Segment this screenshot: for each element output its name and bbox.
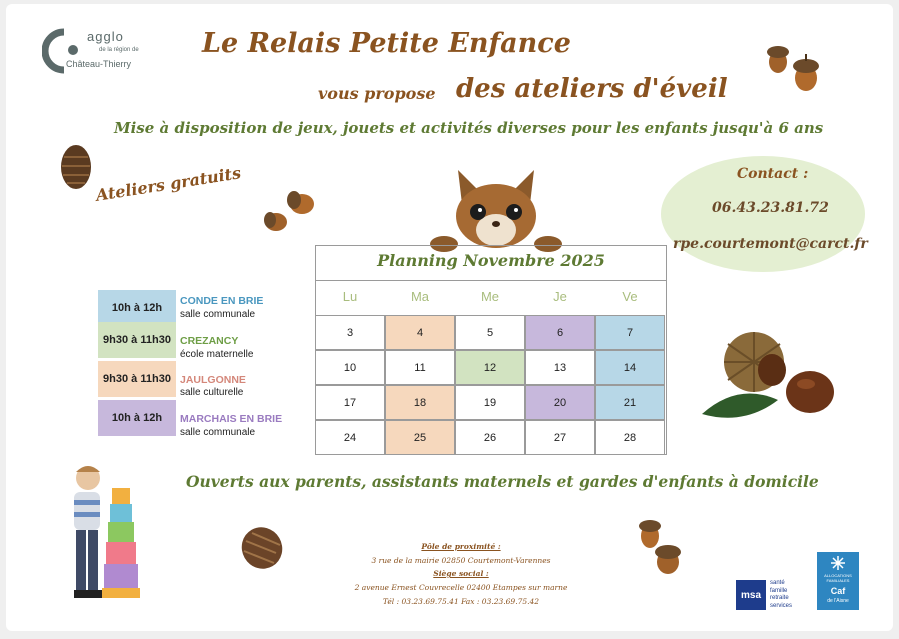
main-title: Le Relais Petite Enfance [202, 28, 571, 59]
calendar-day: 18 [385, 385, 455, 420]
session-place: salle culturelle [180, 387, 244, 398]
session-time: 9h30 à 11h30 [98, 361, 176, 397]
child-stacking-blocks-icon [68, 464, 148, 610]
open-to-text: Ouverts aux parents, assistants maternels et gardes d'enfants à domicile [186, 472, 819, 491]
caf-line2: FAMILIALES [826, 578, 850, 583]
description: Mise à disposition de jeux, jouets et activités diverses pour les enfants jusqu'à 6 ans [114, 119, 824, 137]
subtitle-small: vous propose [318, 84, 436, 103]
calendar-title: Planning Novembre 2025 [377, 251, 605, 270]
siege-label: Siège social : [433, 569, 489, 578]
calendar-day: 21 [595, 385, 665, 420]
pole-address: 3 rue de la mairie 02850 Courtemont-Varennes [371, 556, 551, 565]
session-time: 10h à 12h [98, 290, 176, 326]
msa-mark: msa [736, 580, 766, 610]
session-time: 9h30 à 11h30 [98, 322, 176, 358]
calendar-day: 13 [525, 350, 595, 385]
tel-fax: Tél : 03.23.69.75.41 Fax : 03.23.69.75.42 [382, 597, 540, 606]
pinecone-icon [240, 525, 284, 571]
session-town: CREZANCY [180, 335, 239, 347]
weekday-label: Lu [342, 289, 358, 304]
session-town: MARCHAIS EN BRIE [180, 413, 283, 425]
msa-line: famille [770, 587, 788, 594]
weekday-label: Ve [622, 289, 638, 304]
poster [6, 4, 893, 631]
subtitle-big: des ateliers d'éveil [456, 74, 728, 104]
msa-line: santé [770, 580, 785, 586]
calendar-divider [315, 280, 667, 281]
session-time: 10h à 12h [98, 400, 176, 436]
calendar-day: 27 [525, 420, 595, 455]
calendar-day: 4 [385, 315, 455, 350]
calendar-day: 24 [315, 420, 385, 455]
calendar-day: 12 [455, 350, 525, 385]
calendar-day: 19 [455, 385, 525, 420]
pole-label: Pôle de proximité : [421, 542, 501, 551]
acorns-icon [762, 40, 828, 98]
acorns-icon [260, 186, 322, 238]
siege-address: 2 avenue Ernest Couvrecelle 02400 Etampes sur marne [354, 583, 568, 592]
msa-line: retraite [770, 595, 789, 601]
calendar-day: 17 [315, 385, 385, 420]
session-place: salle communale [180, 427, 256, 438]
calendar-day: 25 [385, 420, 455, 455]
calendar-day: 28 [595, 420, 665, 455]
contact-email: rpe.courtemont@carct.fr [673, 236, 868, 252]
pinecone-icon [58, 142, 94, 192]
calendar-day: 7 [595, 315, 665, 350]
session-place: salle communale [180, 309, 256, 320]
calendar-day: 26 [455, 420, 525, 455]
session-place: école maternelle [180, 349, 254, 360]
calendar-day: 6 [525, 315, 595, 350]
logo-line2: de la région de [99, 47, 139, 53]
calendar-day: 11 [385, 350, 455, 385]
calendar-day: 5 [455, 315, 525, 350]
caf-region: de l'Aisne [827, 598, 849, 604]
squirrel-icon [424, 164, 568, 254]
calendar-day: 14 [595, 350, 665, 385]
contact-title: Contact : [737, 166, 809, 182]
acorns-icon [636, 514, 686, 578]
chestnuts-icon [698, 322, 838, 430]
contact-phone: 06.43.23.81.72 [712, 200, 829, 216]
weekday-label: Me [480, 289, 500, 304]
caf-name: Caf [830, 586, 846, 596]
calendar-grid [315, 315, 667, 455]
session-town: CONDE EN BRIE [180, 295, 264, 307]
calendar-day: 10 [315, 350, 385, 385]
msa-logo [736, 580, 808, 612]
caf-logo [817, 552, 859, 610]
logo-name: agglo [87, 29, 124, 44]
logo-line3: Château-Thierry [66, 59, 132, 69]
ateliers-gratuits: Ateliers gratuits [94, 163, 243, 205]
msa-line: services [770, 602, 793, 609]
calendar-day: 20 [525, 385, 595, 420]
weekday-label: Je [553, 289, 567, 304]
weekday-label: Ma [410, 289, 430, 304]
calendar-day: 3 [315, 315, 385, 350]
snowflake-icon [830, 555, 846, 571]
caf-line1: ALLOCATIONS [824, 573, 852, 578]
session-town: JAULGONNE [180, 374, 246, 386]
